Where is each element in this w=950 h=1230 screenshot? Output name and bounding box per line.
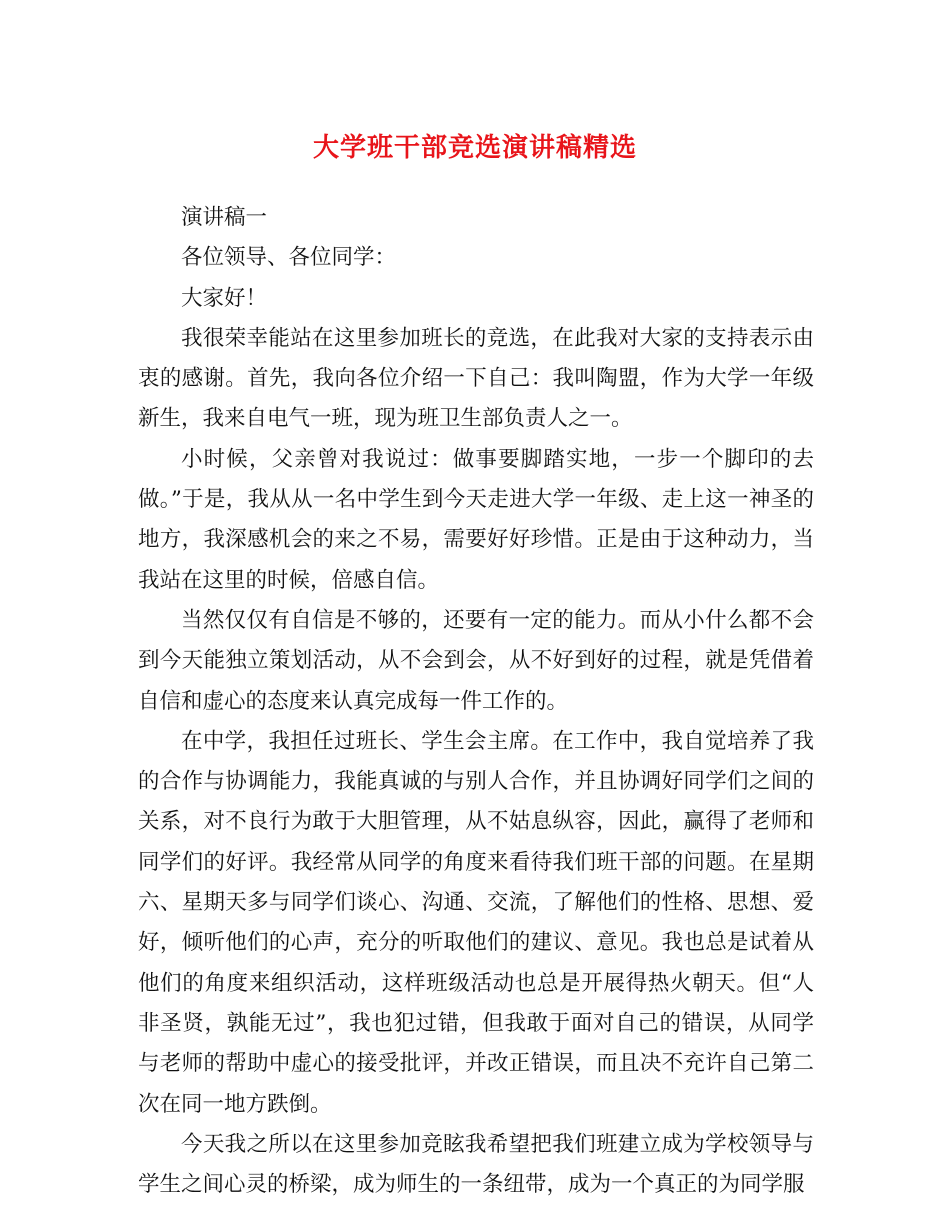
document-body [138,198,814,1205]
paragraph: 今天我之所以在这里参加竞眩我希望把我们班建立成为学校领导与学生之间心灵的桥梁，成为师生的一条纽带，成为一个真正的为同学服 [138,1131,814,1198]
paragraph-heading: 演讲稿一 [181,205,268,230]
document-title: 大学班干部竞选演讲稿精选 [312,133,637,163]
paragraph: 在中学，我担任过班长、学生会主席。在工作中，我自觉培养了我的合作与协调能力，我能真诚的与别人合作，并且协调好同学们之间的关系，对不良行为敢于大胆管理，从不姑息纵容，因此，赢得了老师和同学们的好评。我经常从同学的角度来看待我们班干部的问题。在星期六、星期天多与同学们谈心、沟通、交流，了解他们的性格、思想、爱好，倾听他们的心声，充分的听取他们的建议、意见。我也总是试着从他们的角度来组织活动，这样班级活动也总是开展得热火朝天。但“人非圣贤，孰能无过”，我也犯过错，但我敢于面对自己的错误，从同学与老师的帮助中虚心的接受批评，并改正错误，而且决不充许自己第二次在同一地方跌倒。 [138,728,814,1117]
paragraph: 我很荣幸能站在这里参加班长的竞选，在此我对大家的支持表示由衷的感谢。首先，我向各位介绍一下自己：我叫陶盟，作为大学一年级新生，我来自电气一班，现为班卫生部负责人之一。 [138,325,814,432]
paragraph: 小时候，父亲曾对我说过：做事要脚踏实地，一步一个脚印的去做。”于是，我从从一名中学生到今天走进大学一年级、走上这一神圣的地方，我深感机会的来之不易，需要好好珍惜。正是由于这种动力，当我站在这里的时候，倍感自信。 [138,446,814,593]
paragraph: 当然仅仅有自信是不够的，还要有一定的能力。而从小什么都不会到今天能独立策划活动，从不会到会，从不好到好的过程，就是凭借着自信和虚心的态度来认真完成每一件工作的。 [138,607,814,714]
paragraph-salutation: 各位领导、各位同学： [181,245,397,271]
paragraph-greeting: 大家好！ [181,285,268,311]
